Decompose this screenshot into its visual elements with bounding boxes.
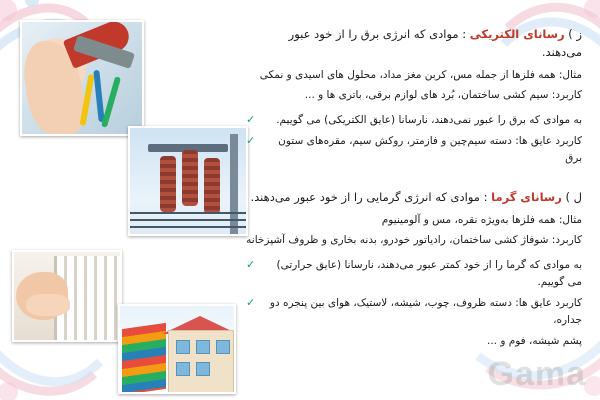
- check-icon: ✓: [246, 296, 256, 310]
- list-item: [246, 112, 582, 129]
- list-item-label: کاربرد عایق ها: دسته سیم‌چین و فازمتر، روکش سیم، مقره‌های ستون برق: [278, 135, 582, 165]
- lesson-content: [246, 26, 582, 357]
- section-tail-line: پشم شیشه، فوم و ...: [486, 335, 582, 348]
- list-item: [246, 133, 582, 167]
- section-definition: : موادی که انرژی برق را از خود عبور می‌دهند.: [288, 27, 582, 59]
- section-marker: ز ): [568, 27, 582, 41]
- list-item: [246, 257, 582, 291]
- section-example-line: مثال: همه فلزها به‌ویژه نقره، مس و آلومینیوم: [381, 213, 582, 226]
- section-thermal-conductor: [246, 189, 582, 347]
- watermark: Gama: [487, 355, 586, 393]
- section-marker: ل ): [565, 190, 582, 205]
- power-line-insulators-photo: [128, 126, 248, 236]
- section-electrical-conductor: [246, 26, 582, 167]
- check-icon: ✓: [246, 112, 256, 126]
- section-term: رسانای گرما: [491, 190, 562, 205]
- building-insulation-illustration-photo: [118, 304, 236, 394]
- section-usage-line: کاربرد: شوفاژ کشی ساختمان، رادیاتور خودرو، بدنه بخاری و ظروف آشپزخانه: [246, 233, 582, 246]
- section-bullet-list: [246, 112, 582, 167]
- section-definition: : موادی که انرژی گرمایی را از خود عبور می‌دهند.: [250, 190, 488, 205]
- section-usage-line: کاربرد: سیم کشی ساختمان، بُرد های لوازم برقی، باتری ها و ...: [304, 88, 582, 101]
- hands-on-radiator-photo: [12, 250, 122, 342]
- list-item-label: به موادی که گرما را از خود کمتر عبور می‌دهند، نارسانا (عایق حرارتی) می گوییم.: [276, 258, 582, 288]
- list-item: [246, 295, 582, 329]
- section-example-line: مثال: همه فلزها از جمله مس، کربن مغز مداد، محلول های اسیدی و نمکی: [259, 68, 582, 81]
- list-item-label: به موادی که برق را عبور نمی‌دهند، نارسانا (عایق الکتریکی) می گوییم.: [276, 113, 582, 126]
- section-heading: [246, 189, 582, 207]
- hand-with-pliers-and-wires-photo: [20, 20, 144, 136]
- image-gallery: [10, 18, 250, 386]
- section-heading: [246, 26, 582, 62]
- list-item-label: کاربرد عایق ها: دسته ظروف، چوب، شیشه، لاستیک، هوای بین پنجره دو جداره،: [269, 297, 582, 327]
- section-bullet-list: [246, 257, 582, 329]
- check-icon: ✓: [246, 257, 256, 271]
- section-term: رسانای الکتریکی: [469, 27, 565, 41]
- check-icon: ✓: [246, 134, 256, 148]
